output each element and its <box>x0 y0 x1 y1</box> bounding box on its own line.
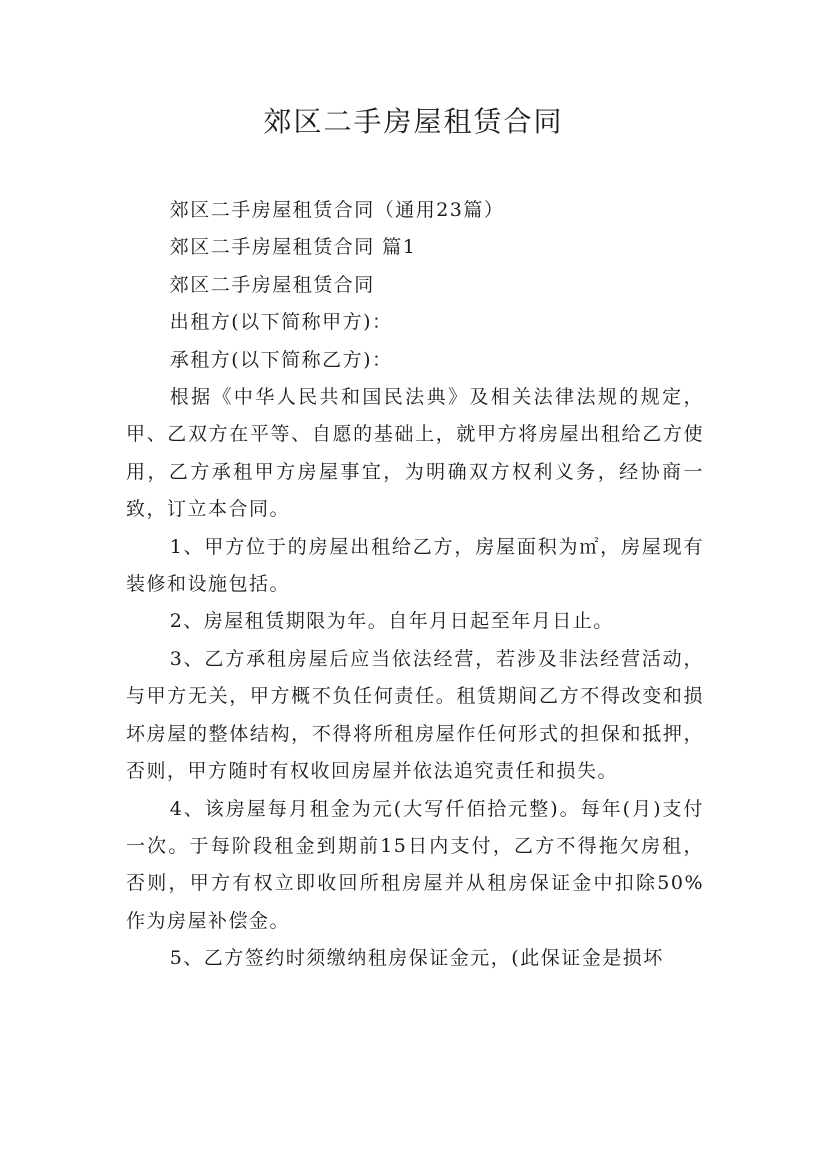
paragraph-clause-3: 3、乙方承租房屋后应当依法经营，若涉及非法经营活动，与甲方无关，甲方概不负任何责任。租赁期间乙方不得改变和损坏房屋的整体结构，不得将所租房屋作任何形式的担保和抵押，否则，甲方随时有权收回房屋并依法追究责任和损失。 <box>126 647 704 783</box>
document-body <box>126 192 704 978</box>
paragraph-lessor: 出租方(以下简称甲方)： <box>169 311 393 334</box>
paragraph-lessee: 承租方(以下简称乙方)： <box>169 348 393 371</box>
document-title: 郊区二手房屋租赁合同 <box>263 105 564 138</box>
paragraph-clause-5: 5、乙方签约时须缴纳租房保证金元，(此保证金是损坏 <box>169 947 664 970</box>
paragraph-clause-1: 1、甲方位于的房屋出租给乙方，房屋面积为㎡，房屋现有装修和设施包括。 <box>126 535 704 596</box>
paragraph-clause-4: 4、该房屋每月租金为元(大写仟佰拾元整)。每年(月)支付一次。于每阶段租金到期前15日内支付，乙方不得拖欠房租，否则，甲方有权立即收回所租房屋并从租房保证金中扣除50%作为房屋补偿金。 <box>126 797 704 932</box>
paragraph-clause-2: 2、房屋租赁期限为年。自年月日起至年月日止。 <box>169 610 614 633</box>
paragraph-part-heading: 郊区二手房屋租赁合同 篇1 <box>169 236 417 259</box>
paragraph-preamble: 根据《中华人民共和国民法典》及相关法律法规的规定，甲、乙双方在平等、自愿的基础上，就甲方将房屋出租给乙方使用，乙方承租甲方房屋事宜，为明确双方权利义务，经协商一致，订立本合同。 <box>126 386 704 521</box>
paragraph-collection-heading: 郊区二手房屋租赁合同（通用23篇） <box>169 199 505 221</box>
paragraph-contract-name: 郊区二手房屋租赁合同 <box>169 273 375 296</box>
